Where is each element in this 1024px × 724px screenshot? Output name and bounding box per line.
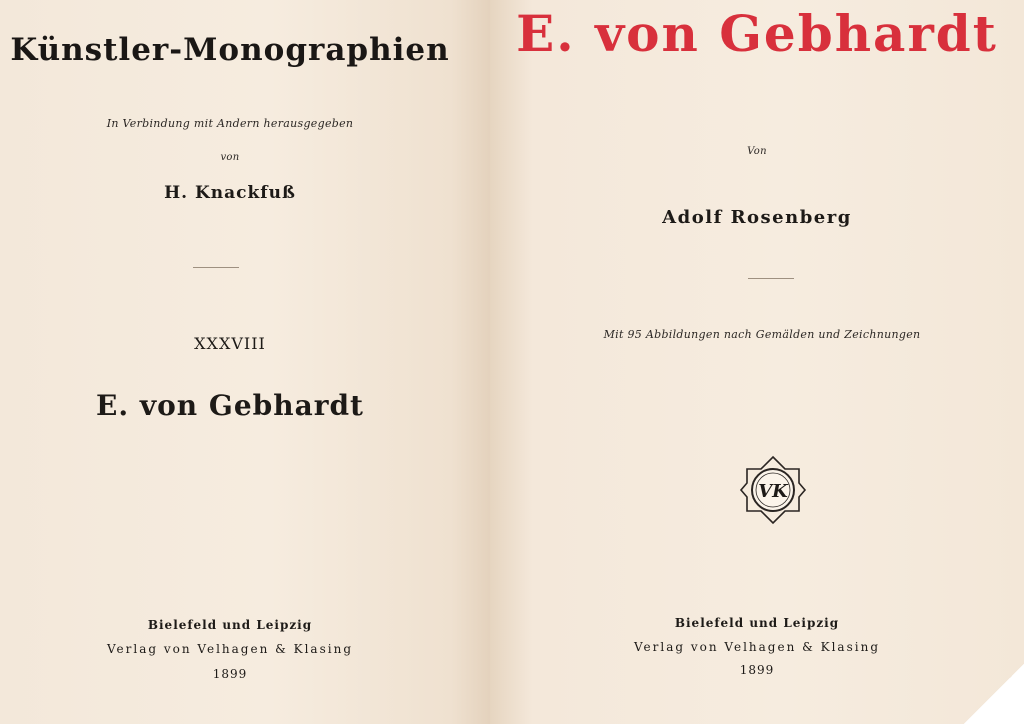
right-publication-year: 1899 [739, 663, 775, 677]
volume-title: E. von Gebhardt [96, 389, 364, 422]
illustrations-note: Mit 95 Abbildungen nach Gemälden und Zeichnungen [603, 328, 921, 341]
left-publication-year: 1899 [212, 667, 248, 681]
left-publisher: Verlag von Velhagen & Klasing [106, 642, 353, 656]
right-divider-rule [748, 278, 794, 279]
emblem-monogram: VK [758, 481, 788, 502]
right-page-title [490, 0, 1024, 724]
main-title: E. von Gebhardt [516, 4, 998, 63]
publisher-emblem-icon [739, 455, 807, 525]
right-publication-place: Bielefeld und Leipzig [674, 616, 840, 630]
right-publisher: Verlag von Velhagen & Klasing [633, 640, 880, 654]
left-publication-place: Bielefeld und Leipzig [147, 618, 313, 632]
editor-von: von [220, 152, 240, 163]
editor-credit-line: In Verbindung mit Andern herausgegeben [106, 117, 354, 130]
author-name: Adolf Rosenberg [662, 207, 852, 228]
volume-number: XXXVIII [194, 334, 266, 353]
series-title: Künstler-Monographien [10, 32, 450, 68]
left-divider-rule [193, 267, 239, 268]
author-von: Von [747, 146, 767, 157]
left-page-half-title [0, 0, 491, 724]
editor-name: H. Knackfuß [164, 183, 296, 203]
